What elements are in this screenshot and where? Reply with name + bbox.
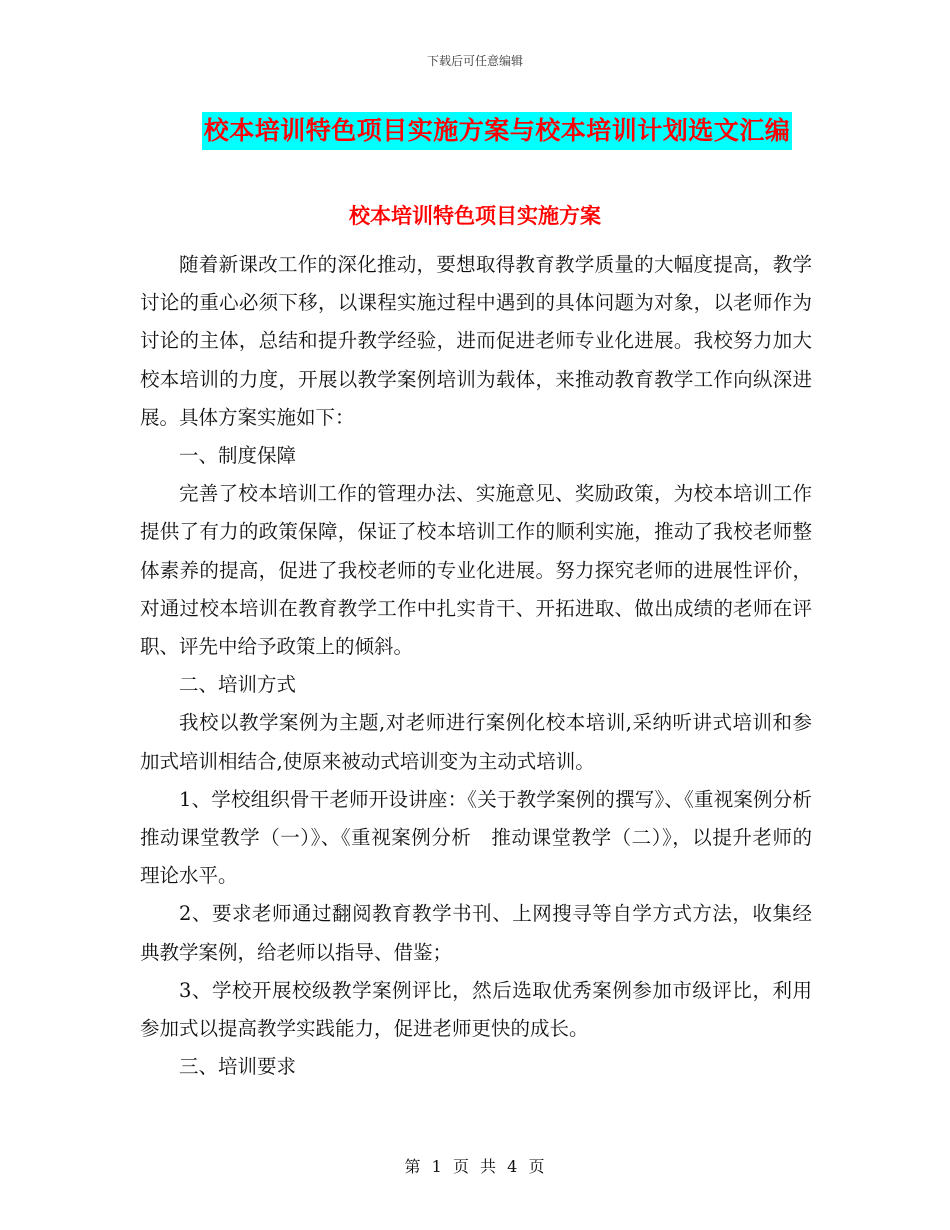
footer-total-pages: 4 bbox=[507, 1157, 519, 1176]
page-footer bbox=[0, 1154, 950, 1177]
main-title-container bbox=[0, 112, 950, 150]
list-item-lectures: 1、学校组织骨干老师开设讲座：《关于教学案例的撰写》、《重视案例分析 推动课堂教学（一）》、《重视案例分析 推动课堂教学（二）》，以提升老师的理论水平。 bbox=[140, 787, 832, 888]
list-item-self-study: 2、要求老师通过翻阅教育教学书刊、上网搜寻等自学方式方法，收集经典教学案例，给老师以指导、借鉴； bbox=[140, 902, 812, 964]
footer-label-ye2: 页 bbox=[528, 1157, 546, 1176]
footer-label-total: 共 bbox=[480, 1157, 498, 1176]
footer-label-ye: 页 bbox=[452, 1157, 470, 1176]
heading-training-requirements: 三、培训要求 bbox=[179, 1055, 297, 1079]
heading-training-method: 二、培训方式 bbox=[179, 673, 297, 697]
intro-paragraph: 随着新课改工作的深化推动，要想取得教育教学质量的大幅度提高，教学讨论的重心必须下移，以课程实施过程中遇到的具体问题为对象，以老师作为讨论的主体，总结和提升教学经验，进而促进老师专业化进展。我校努力加大校本培训的力度，开展以教学案例培训为载体，来推动教育教学工作向纵深进展。具体方案实施如下： bbox=[140, 253, 812, 429]
paragraph-training-method: 我校以教学案例为主题,对老师进行案例化校本培训,采纳听讲式培训和参加式培训相结合,使原来被动式培训变为主动式培训。 bbox=[140, 711, 812, 773]
document-body bbox=[140, 246, 832, 1086]
list-item-case-contest: 3、学校开展校级教学案例评比，然后选取优秀案例参加市级评比，利用参加式以提高教学实践能力，促进老师更快的成长。 bbox=[140, 978, 812, 1041]
footer-current-page: 1 bbox=[431, 1157, 443, 1176]
page-header-note: 下载后可任意编辑 bbox=[426, 54, 523, 68]
section-title: 校本培训特色项目实施方案 bbox=[349, 203, 601, 228]
heading-system-guarantee: 一、制度保障 bbox=[179, 444, 297, 468]
footer-label-page: 第 bbox=[404, 1157, 422, 1176]
paragraph-system-guarantee: 完善了校本培训工作的管理办法、实施意见、奖励政策，为校本培训工作提供了有力的政策保障，保证了校本培训工作的顺利实施，推动了我校老师整体素养的提高，促进了我校老师的专业化进展。努力探究老师的进展性评价，对通过校本培训在教育教学工作中扎实肯干、开拓进取、做出成绩的老师在评职、评先中给予政策上的倾斜。 bbox=[140, 482, 812, 659]
main-title: 校本培训特色项目实施方案与校本培训计划选文汇编 bbox=[202, 112, 793, 150]
